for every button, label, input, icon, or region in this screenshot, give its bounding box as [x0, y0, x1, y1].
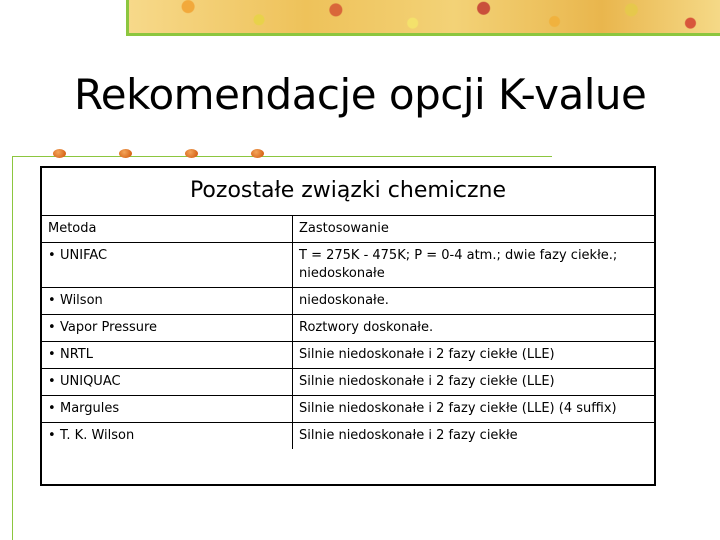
method-name: UNIFAC — [60, 248, 108, 263]
methods-table — [42, 216, 654, 449]
header-usage: Zastosowanie — [293, 216, 655, 243]
bullet-icon: • — [48, 374, 56, 389]
method-cell — [42, 315, 293, 342]
usage-cell: Silnie niedoskonałe i 2 fazy ciekłe (LLE) — [293, 369, 655, 396]
decorative-vertical-line — [12, 156, 13, 540]
method-name: Wilson — [60, 293, 103, 308]
method-name: T. K. Wilson — [60, 428, 135, 443]
decorative-dot — [119, 149, 132, 158]
method-name: UNIQUAC — [60, 374, 121, 389]
bullet-icon: • — [48, 248, 56, 263]
method-cell — [42, 369, 293, 396]
table-row — [42, 423, 654, 450]
method-name: Margules — [60, 401, 120, 416]
panel-title: Pozostałe związki chemiczne — [42, 168, 654, 216]
method-cell — [42, 288, 293, 315]
table-header-row — [42, 216, 654, 243]
bullet-icon: • — [48, 347, 56, 362]
table-row — [42, 369, 654, 396]
methods-panel — [40, 166, 656, 486]
usage-cell: T = 275K - 475K; P = 0-4 atm.; dwie fazy ciekłe.; niedoskonałe — [293, 243, 655, 288]
table-row — [42, 315, 654, 342]
method-cell — [42, 396, 293, 423]
method-name: NRTL — [60, 347, 93, 362]
decorative-horizontal-line — [12, 156, 552, 157]
method-cell — [42, 423, 293, 450]
usage-cell: Silnie niedoskonałe i 2 fazy ciekłe — [299, 428, 518, 443]
header-method: Metoda — [42, 216, 293, 243]
table-row — [42, 342, 654, 369]
table-row — [42, 288, 654, 315]
method-name: Vapor Pressure — [60, 320, 158, 335]
decorative-dot — [53, 149, 66, 158]
bullet-icon: • — [48, 293, 56, 308]
bullet-icon: • — [48, 428, 56, 443]
decorative-dot — [251, 149, 264, 158]
table-row — [42, 396, 654, 423]
method-cell — [42, 243, 293, 288]
table-row — [42, 243, 654, 288]
bullet-icon: • — [48, 401, 56, 416]
bullet-icon: • — [48, 320, 56, 335]
decorative-dot — [185, 149, 198, 158]
usage-cell: Silnie niedoskonałe i 2 fazy ciekłe (LLE) — [293, 342, 655, 369]
usage-cell: Roztwory doskonałe. — [293, 315, 655, 342]
usage-cell: Silnie niedoskonałe i 2 fazy ciekłe (LLE) (4 suffix) — [293, 396, 655, 423]
usage-cell: niedoskonałe. — [293, 288, 655, 315]
slide-title: Rekomendacje opcji K-value — [74, 70, 647, 119]
decorative-flower-banner — [126, 0, 720, 36]
method-cell — [42, 342, 293, 369]
